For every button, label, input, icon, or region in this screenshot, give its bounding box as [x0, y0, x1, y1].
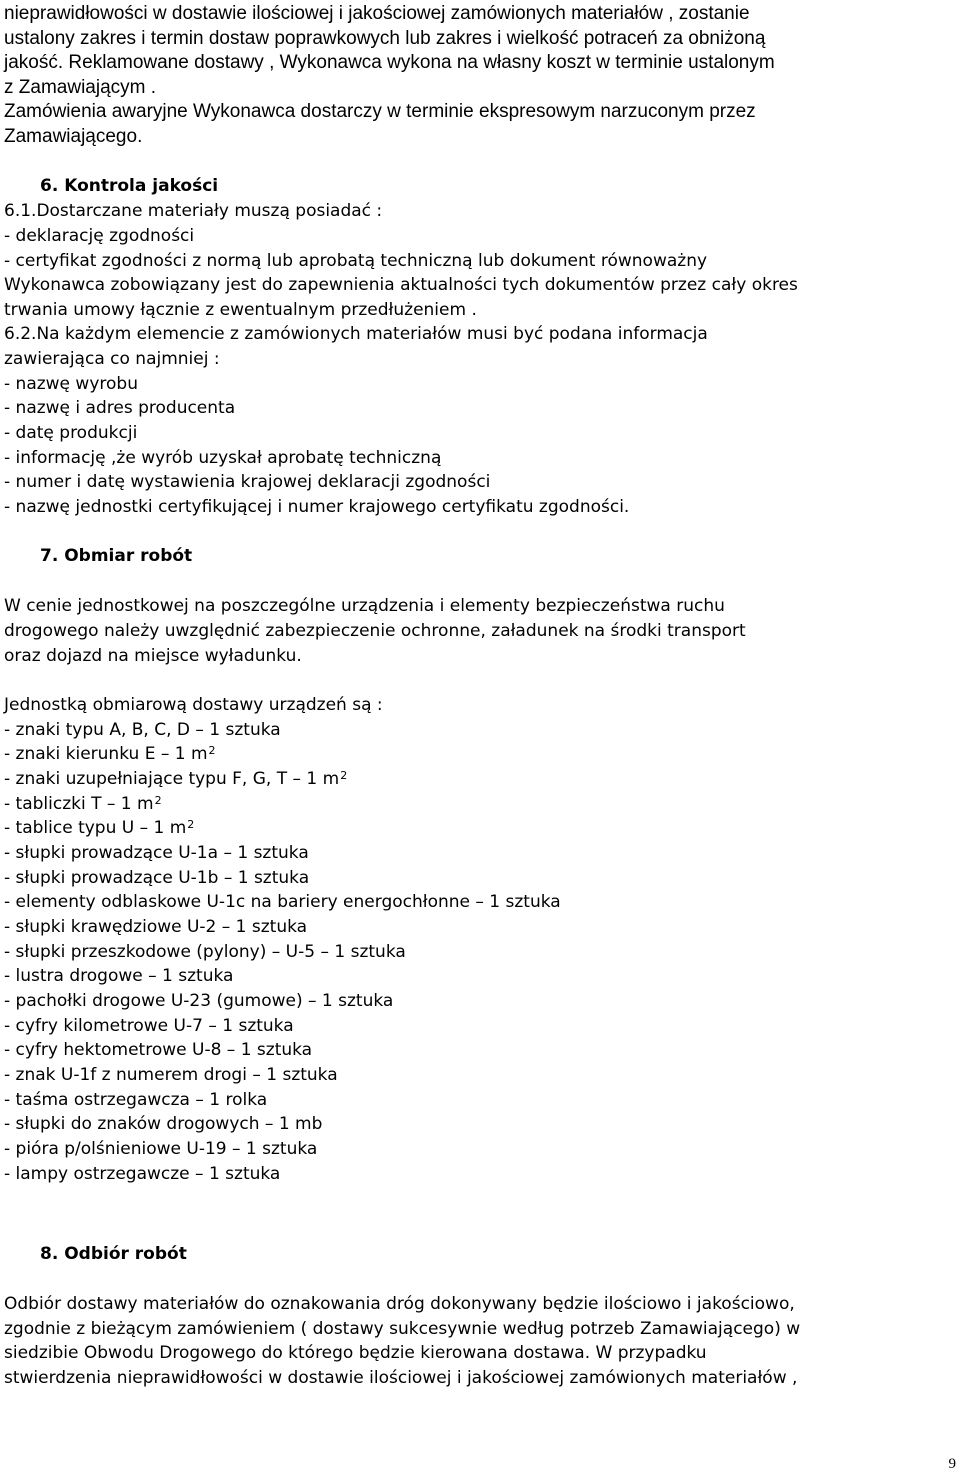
section-6-line: - nazwę jednostki certyfikującej i numer krajowego certyfikatu zgodności.	[4, 497, 630, 517]
unit-item-text: - słupki prowadzące U-1b – 1 sztuka	[4, 868, 310, 888]
unit-item-text: - znak U-1f z numerem drogi – 1 sztuka	[4, 1065, 338, 1085]
unit-item	[4, 1163, 280, 1185]
unit-item-text: - słupki krawędziowe U-2 – 1 sztuka	[4, 917, 308, 937]
section-6-line: zawierająca co najmniej :	[4, 349, 220, 369]
unit-item-text: - znaki typu A, B, C, D – 1 sztuka	[4, 720, 281, 740]
unit-item-text: - cyfry hektometrowe U-8 – 1 sztuka	[4, 1040, 313, 1060]
section-6-line: - nazwę wyrobu	[4, 374, 138, 394]
section-6-line: 6.1.Dostarczane materiały muszą posiadać :	[4, 201, 383, 221]
unit-item	[4, 719, 282, 741]
unit-item	[4, 941, 406, 963]
section-6-line: - informację ,że wyrób uzyskał aprobatę techniczną	[4, 448, 442, 468]
section-7-line: W cenie jednostkowej na poszczególne urządzenia i elementy bezpieczeństwa ruchu	[4, 596, 725, 616]
section-7-line: oraz dojazd na miejsce wyładunku.	[4, 646, 302, 666]
unit-item-text: - pachołki drogowe U-23 (gumowe) – 1 sztuka	[4, 991, 394, 1011]
unit-superscript: 2	[154, 794, 162, 807]
section-6-line: trwania umowy łącznie z ewentualnym przedłużeniem .	[4, 300, 477, 320]
unit-item-text: - tabliczki T – 1 m	[4, 794, 154, 814]
unit-item-text: - znaki kierunku E – 1 m	[4, 744, 208, 764]
section-6-line: - certyfikat zgodności z normą lub aprobatą techniczną lub dokument równoważny	[4, 251, 708, 271]
section-6-line: - datę produkcji	[4, 423, 138, 443]
unit-item	[4, 817, 194, 839]
page-number: 9	[948, 1456, 956, 1472]
units-intro: Jednostką obmiarową dostawy urządzeń są :	[4, 695, 383, 715]
unit-item-text: - pióra p/olśnieniowe U-19 – 1 sztuka	[4, 1139, 318, 1159]
unit-item	[4, 916, 307, 938]
intro-line: ustalony zakres i termin dostaw poprawkowych lub zakres i wielkość potraceń za obniżoną	[4, 27, 766, 49]
unit-superscript: 2	[187, 818, 195, 831]
unit-item	[4, 793, 162, 815]
section-6-line: - numer i datę wystawienia krajowej deklaracji zgodności	[4, 472, 491, 492]
unit-item	[4, 842, 309, 864]
unit-item	[4, 1138, 317, 1160]
section-8-line: Odbiór dostawy materiałów do oznakowania dróg dokonywany będzie ilościowo i jakościowo,	[4, 1294, 795, 1314]
unit-item-text: - cyfry kilometrowe U-7 – 1 sztuka	[4, 1016, 294, 1036]
unit-superscript: 2	[340, 769, 348, 782]
unit-item	[4, 1064, 338, 1086]
intro-line: z Zamawiającym .	[4, 76, 157, 98]
unit-item-text: - znaki uzupełniające typu F, G, T – 1 m	[4, 769, 340, 789]
section-6-heading: 6. Kontrola jakości	[40, 176, 219, 196]
unit-item	[4, 1113, 322, 1135]
intro-line: nieprawidłowości w dostawie ilościowej i jakościowej zamówionych materiałów , zostanie	[4, 3, 750, 24]
unit-item	[4, 965, 233, 987]
section-8-line: stwierdzenia nieprawidłowości w dostawie ilościowej i jakościowej zamówionych materiałów ,	[4, 1368, 798, 1388]
unit-item-text: - lustra drogowe – 1 sztuka	[4, 966, 234, 986]
section-6-line: - deklarację zgodności	[4, 226, 195, 246]
section-8-heading: 8. Odbiór robót	[40, 1244, 187, 1264]
unit-item	[4, 1039, 312, 1061]
unit-superscript: 2	[208, 744, 216, 757]
intro-line: jakość. Reklamowane dostawy , Wykonawca wykona na własny koszt w terminie ustalonym	[4, 52, 775, 74]
section-7-line: drogowego należy uwzględnić zabezpieczenie ochronne, załadunek na środki transport	[4, 621, 746, 641]
intro-paragraph	[4, 2, 956, 150]
unit-item-text: - słupki do znaków drogowych – 1 mb	[4, 1114, 323, 1134]
unit-item-text: - tablice typu U – 1 m	[4, 818, 187, 838]
intro-line: Zamawiającego.	[4, 125, 143, 147]
section-6-line: - nazwę i adres producenta	[4, 398, 236, 418]
unit-item	[4, 768, 347, 790]
unit-item-text: - elementy odblaskowe U-1c na bariery energochłonne – 1 sztuka	[4, 892, 561, 912]
unit-item	[4, 743, 216, 765]
section-6-line: Wykonawca zobowiązany jest do zapewnienia aktualności tych dokumentów przez cały okres	[4, 275, 798, 295]
section-8-line: siedzibie Obwodu Drogowego do którego będzie kierowana dostawa. W przypadku	[4, 1343, 707, 1363]
unit-item	[4, 867, 309, 889]
unit-item	[4, 891, 561, 913]
unit-item-text: - słupki prowadzące U-1a – 1 sztuka	[4, 843, 309, 863]
intro-line: Zamówienia awaryjne Wykonawca dostarczy w terminie ekspresowym narzuconym przez	[4, 101, 756, 123]
unit-item-text: - taśma ostrzegawcza – 1 rolka	[4, 1090, 268, 1110]
section-7-heading: 7. Obmiar robót	[40, 546, 193, 566]
unit-item	[4, 1015, 294, 1037]
section-6-line: 6.2.Na każdym elemencie z zamówionych materiałów musi być podana informacja	[4, 324, 708, 344]
unit-item	[4, 990, 393, 1012]
unit-item	[4, 1089, 267, 1111]
section-8-line: zgodnie z bieżącym zamówieniem ( dostawy sukcesywnie według potrzeb Zamawiającego) w	[4, 1319, 801, 1339]
unit-item-text: - lampy ostrzegawcze – 1 sztuka	[4, 1164, 281, 1184]
unit-item-text: - słupki przeszkodowe (pylony) – U-5 – 1 sztuka	[4, 942, 406, 962]
